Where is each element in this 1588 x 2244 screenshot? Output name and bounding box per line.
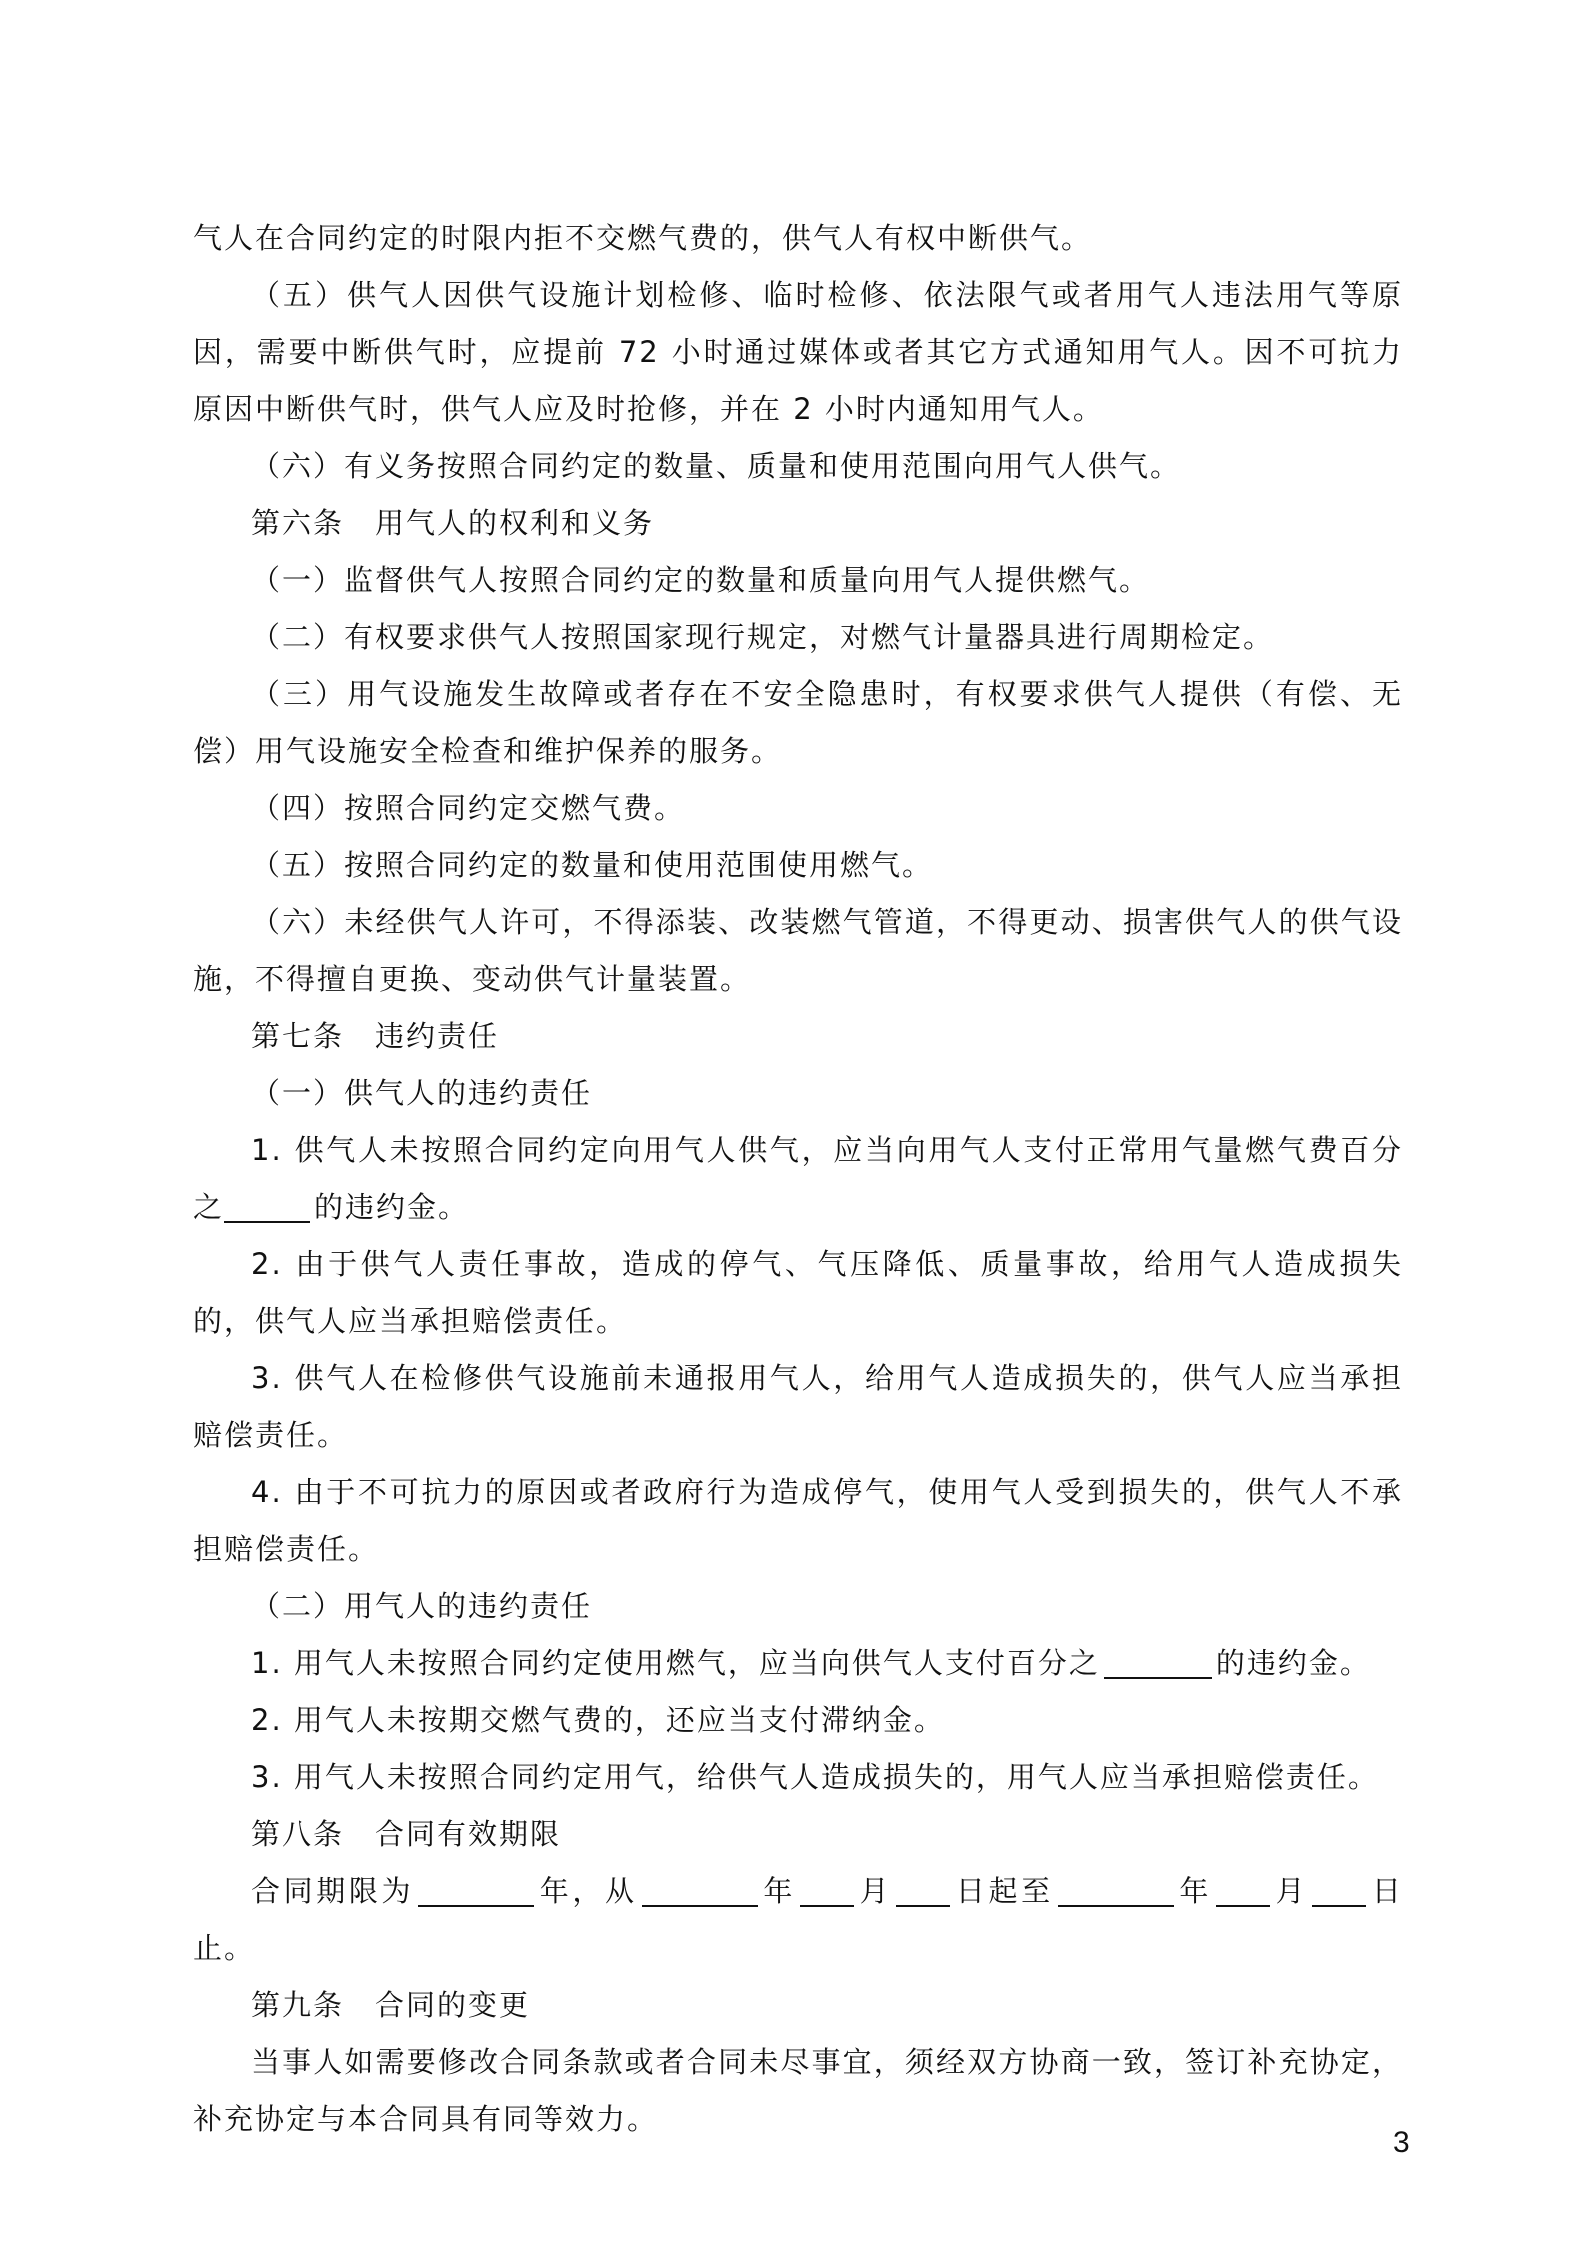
paragraph-text: 日起至 <box>954 1874 1054 1908</box>
section-heading: 第七条 违约责任 <box>251 1019 500 1053</box>
section-heading: 第八条 合同有效期限 <box>251 1817 562 1851</box>
paragraph: 3. 供气人在检修供气设施前未通报用气人，给用气人造成损失的，供气人应当承担赔偿责任。 <box>193 1361 1403 1452</box>
blank-line[interactable] <box>224 1185 310 1223</box>
paragraph-text: 年，从 <box>538 1874 638 1908</box>
blank-line[interactable] <box>896 1869 950 1907</box>
paragraph-text: 月 <box>1274 1874 1309 1908</box>
paragraph: 4. 由于不可抗力的原因或者政府行为造成停气，使用气人受到损失的，供气人不承担赔偿责任。 <box>193 1475 1403 1566</box>
paragraph: （一）监督供气人按照合同约定的数量和质量向用气人提供燃气。 <box>251 563 1151 597</box>
blank-line[interactable] <box>642 1869 758 1907</box>
paragraph-text: 年 <box>1177 1874 1213 1908</box>
paragraph-text: 的违约金。 <box>314 1190 470 1224</box>
paragraph: （三）用气设施发生故障或者存在不安全隐患时，有权要求供气人提供（有偿、无偿）用气设施安全检查和维护保养的服务。 <box>193 677 1403 768</box>
section-heading: 第九条 合同的变更 <box>251 1988 531 2022</box>
paragraph-text: 1. 供气人未按照合同约定向用气人供气，应当向用气人支付正常用气量燃气费百分之 <box>193 1133 1403 1224</box>
paragraph-text: 月 <box>857 1874 893 1908</box>
blank-line[interactable] <box>800 1869 854 1907</box>
paragraph: 当事人如需要修改合同条款或者合同未尽事宜，须经双方协商一致，签订补充协定，补充协定与本合同具有同等效力。 <box>193 2045 1403 2136</box>
paragraph-text: 的违约金。 <box>1215 1646 1371 1680</box>
subsection-heading: （一）供气人的违约责任 <box>251 1076 593 1110</box>
paragraph: 2. 用气人未按期交燃气费的，还应当支付滞纳金。 <box>251 1703 945 1737</box>
paragraph-text: 年 <box>761 1874 796 1908</box>
paragraph <box>193 1122 1403 1236</box>
paragraph: （五）按照合同约定的数量和使用范围使用燃气。 <box>251 848 934 882</box>
page-number: 3 <box>1393 2126 1410 2159</box>
paragraph: （四）按照合同约定交燃气费。 <box>251 791 686 825</box>
blank-line[interactable] <box>1216 1869 1270 1907</box>
paragraph: 2. 由于供气人责任事故，造成的停气、气压降低、质量事故，给用气人造成损失的，供气人应当承担赔偿责任。 <box>193 1247 1403 1338</box>
document-body <box>193 210 1403 2148</box>
paragraph: 气人在合同约定的时限内拒不交燃气费的，供气人有权中断供气。 <box>193 221 1093 255</box>
blank-line[interactable] <box>1058 1869 1174 1907</box>
paragraph: （五）供气人因供气设施计划检修、临时检修、依法限气或者用气人违法用气等原因，需要中断供气时，应提前 72 小时通过媒体或者其它方式通知用气人。因不可抗力原因中断供气时，供气人应及时抢修，并在 2 小时内通知用气人。 <box>193 278 1403 426</box>
paragraph: （六）未经供气人许可，不得添装、改装燃气管道，不得更动、损害供气人的供气设施，不得擅自更换、变动供气计量装置。 <box>193 905 1403 996</box>
blank-line[interactable] <box>1312 1869 1366 1907</box>
paragraph: （六）有义务按照合同约定的数量、质量和使用范围向用气人供气。 <box>251 449 1182 483</box>
paragraph <box>193 1635 1403 1692</box>
paragraph-text: 1. 用气人未按照合同约定使用燃气，应当向供气人支付百分之 <box>251 1646 1100 1680</box>
paragraph-text: 合同期限为 <box>251 1874 415 1908</box>
paragraph <box>193 1863 1403 1977</box>
paragraph: （二）有权要求供气人按照国家现行规定，对燃气计量器具进行周期检定。 <box>251 620 1275 654</box>
paragraph-text: 日止。 <box>193 1874 1403 1965</box>
section-heading: 第六条 用气人的权利和义务 <box>251 506 655 540</box>
blank-line[interactable] <box>1104 1641 1212 1679</box>
subsection-heading: （二）用气人的违约责任 <box>251 1589 593 1623</box>
paragraph: 3. 用气人未按照合同约定用气，给供气人造成损失的，用气人应当承担赔偿责任。 <box>251 1760 1379 1794</box>
blank-line[interactable] <box>418 1869 534 1907</box>
